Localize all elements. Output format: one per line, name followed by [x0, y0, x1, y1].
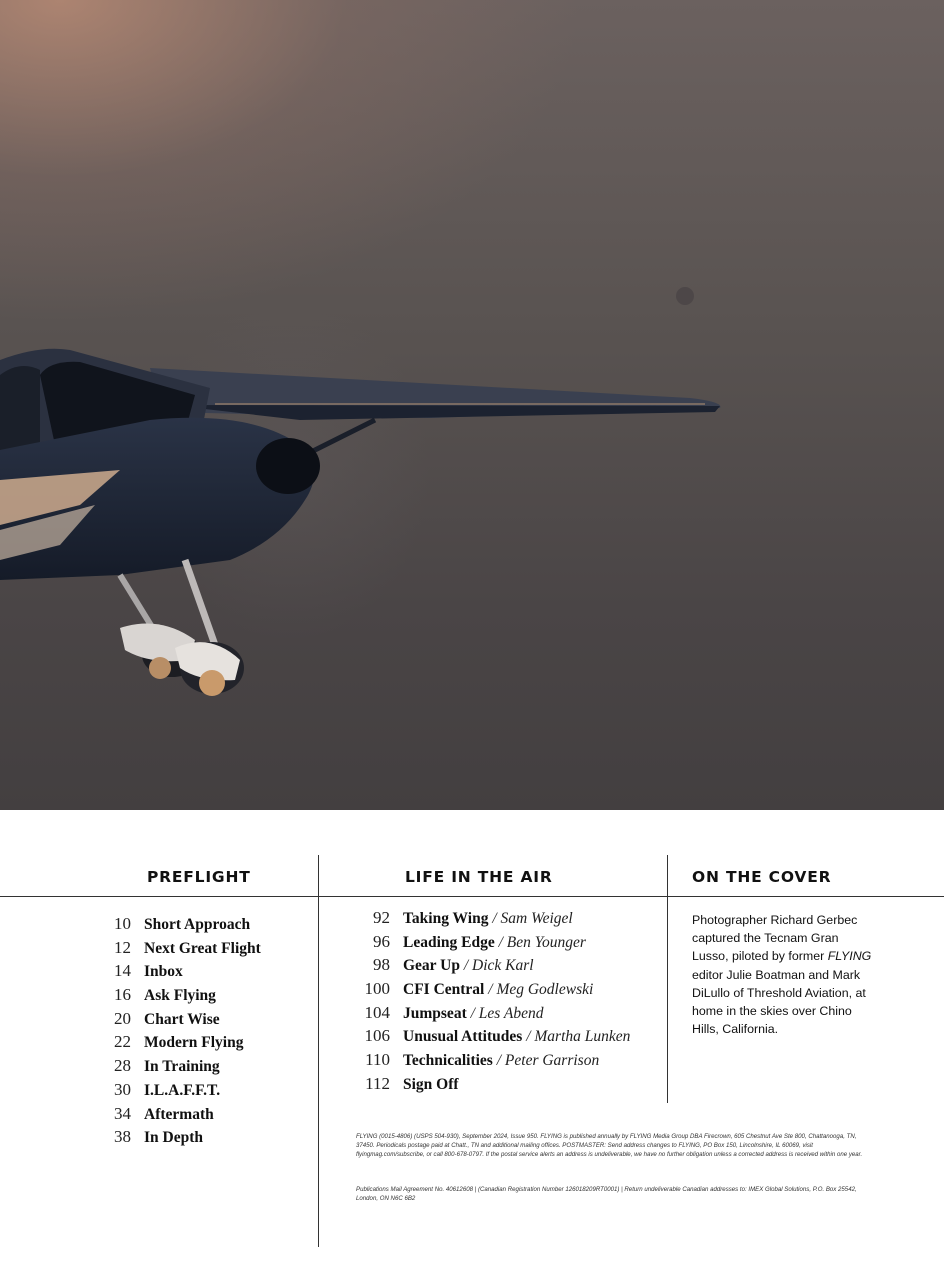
preflight-list [100, 912, 261, 1149]
author-name: Peter Garrison [504, 1052, 600, 1070]
author-separator: / [522, 1028, 535, 1046]
toc-item [100, 959, 261, 983]
page-number: 14 [114, 961, 131, 981]
toc-item [355, 1001, 630, 1025]
toc-item [355, 1072, 630, 1096]
article-title: In Training [144, 1058, 220, 1076]
author-name: Les Abend [478, 1004, 544, 1022]
toc-item [100, 1007, 261, 1031]
life-in-the-air-list [355, 906, 630, 1096]
article-title: In Depth [144, 1129, 204, 1147]
toc-item [100, 1030, 261, 1054]
page-number: 22 [114, 1032, 131, 1052]
article-title: Modern Flying [144, 1034, 244, 1052]
article-title: Jumpseat [403, 1004, 467, 1022]
article-title: Inbox [144, 963, 183, 981]
article-title: Next Great Flight [144, 939, 261, 957]
toc-item [100, 1102, 261, 1126]
article-title: Sign Off [403, 1075, 459, 1093]
author-name: Martha Lunken [534, 1028, 631, 1046]
page-number: 100 [364, 979, 390, 999]
cover-text-magazine-name: FLYING [827, 949, 872, 964]
page-number: 92 [373, 908, 390, 927]
preflight-heading: PREFLIGHT [147, 868, 251, 886]
article-title: Technicalities [403, 1052, 493, 1070]
on-the-cover-heading: ON THE COVER [692, 868, 832, 886]
article-title: Taking Wing [403, 910, 489, 927]
page-number: 96 [373, 931, 390, 951]
author-separator: / [459, 957, 473, 975]
article-title: CFI Central [403, 981, 485, 999]
toc-item [355, 930, 630, 954]
page-number: 104 [364, 1002, 390, 1022]
author-separator: / [494, 933, 507, 951]
article-title: Aftermath [144, 1105, 214, 1123]
toc-item [100, 936, 261, 960]
page-number: 20 [114, 1008, 131, 1028]
page-number: 10 [114, 914, 131, 933]
header-rule [0, 896, 944, 897]
cover-description [692, 911, 874, 1038]
life-in-the-air-heading: LIFE IN THE AIR [405, 868, 553, 886]
article-title: Ask Flying [144, 987, 216, 1005]
author-separator: / [488, 910, 501, 927]
toc-item [100, 983, 261, 1007]
page-number: 98 [373, 955, 390, 975]
page-number: 110 [365, 1050, 390, 1070]
page-number: 16 [114, 985, 131, 1005]
page-number: 28 [114, 1056, 131, 1076]
toc-item [355, 953, 630, 977]
cover-text-end: editor Julie Boatman and Mark DiLullo of Threshold Aviation, at home in the skies over Chino Hills, California. [692, 967, 866, 1037]
author-name: Meg Godlewski [496, 981, 594, 999]
author-separator: / [484, 981, 497, 999]
article-title: Gear Up [403, 957, 460, 975]
article-title: I.L.A.F.F.T. [144, 1081, 221, 1099]
column-divider-left [318, 855, 319, 1247]
article-title: Short Approach [144, 916, 251, 933]
toc-item [355, 1024, 630, 1048]
cover-text-start: Photographer Richard Gerbec captured the Tecnam Gran Lusso, piloted by former [692, 913, 858, 964]
article-title: Chart Wise [144, 1010, 220, 1028]
toc-item [100, 1078, 261, 1102]
author-name: Dick Karl [472, 957, 534, 975]
toc-item [355, 977, 630, 1001]
page-number: 12 [114, 937, 131, 957]
toc-item [100, 1054, 261, 1078]
article-title: Leading Edge [403, 933, 495, 951]
article-title: Unusual Attitudes [403, 1028, 523, 1046]
toc-item [355, 906, 630, 930]
author-separator: / [492, 1052, 505, 1070]
mail-agreement-notice: Publications Mail Agreement No. 40612608 | (Canadian Registration Number 126018209RT0001) | Return undeliverable Canadian addresses to: IMEX Global Solutions, P.O. Box 25542, London, ON N6C 6B2 [356, 1186, 857, 1203]
toc-item [100, 912, 261, 936]
toc-item [100, 1125, 261, 1149]
author-separator: / [466, 1004, 479, 1022]
page-number: 38 [114, 1127, 131, 1147]
page-number: 106 [364, 1026, 390, 1046]
author-name: Sam Weigel [500, 910, 573, 927]
page-number: 112 [365, 1073, 390, 1093]
toc-item [355, 1048, 630, 1072]
author-name: Ben Younger [506, 933, 586, 951]
page-number: 30 [114, 1079, 131, 1099]
publication-notice: FLYING (0015-4806) (USPS 504-930), September 2024, Issue 950. FLYING is published annually by FLYING Media Group DBA Firecrown, 605 Chestnut Ave Ste 800, Chattanooga, TN, 37450. Periodicals postage paid at Chatt., TN and additional mailing offices. POSTMASTER: Send address changes to FLYING, PO Box 150, Lincolnshire, IL 60069, visit flyingmag.com/subscribe, or call 800-678-0797. If the postal service alerts an address is undeliverable, we have no further obligation unless a corrected address is received within one year. [356, 1133, 863, 1159]
column-divider-right [667, 855, 668, 1103]
page-number: 34 [114, 1103, 131, 1123]
